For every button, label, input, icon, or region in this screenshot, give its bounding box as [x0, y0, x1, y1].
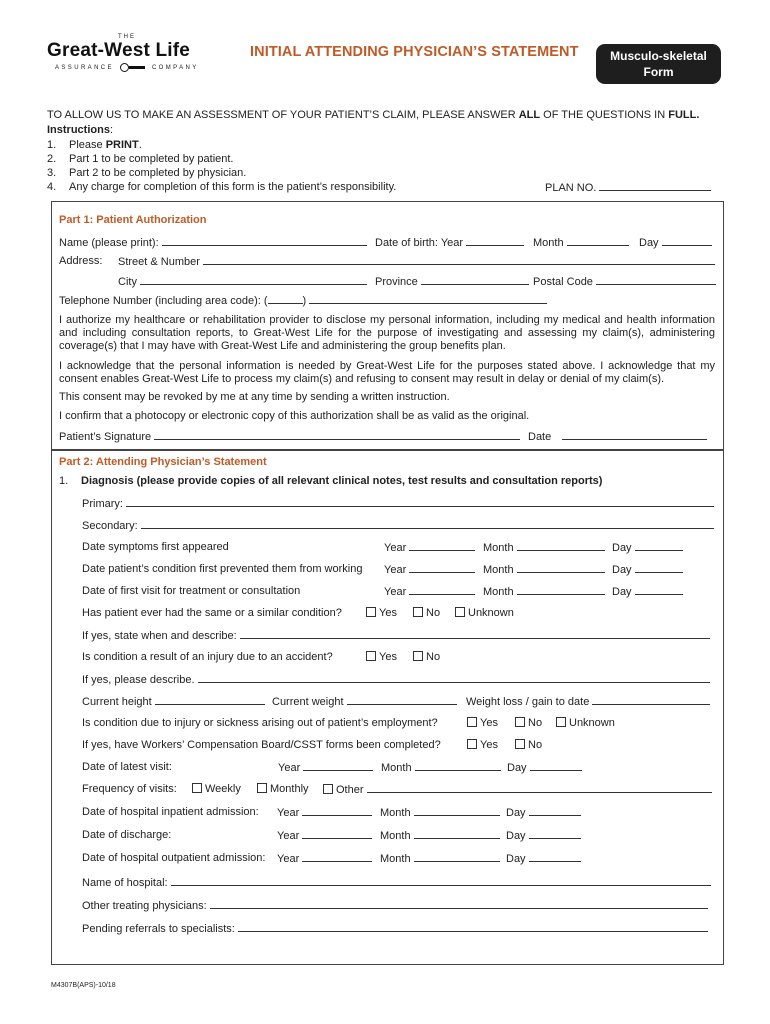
day-line[interactable] — [529, 851, 581, 862]
employment-yes-option[interactable] — [467, 716, 498, 730]
year-field[interactable] — [278, 760, 373, 775]
dob-day-field[interactable] — [639, 235, 712, 250]
employment-unknown-option[interactable] — [556, 716, 615, 730]
year-line[interactable] — [302, 851, 372, 862]
month-label: Month — [381, 762, 412, 774]
weight-loss-field[interactable] — [466, 694, 710, 709]
year-label: Year — [277, 853, 300, 865]
checkbox[interactable] — [323, 784, 333, 794]
hospital-line[interactable] — [171, 875, 711, 886]
yes-label: Yes — [379, 607, 397, 619]
name-line[interactable] — [162, 235, 367, 246]
intro-all: ALL — [518, 109, 541, 121]
weight-loss-label: Weight loss / gain to date — [466, 696, 590, 708]
prevented-label: Date patient’s condition first prevented them from working — [82, 563, 363, 575]
postal-label: Postal Code — [533, 276, 593, 288]
day-field[interactable] — [506, 828, 581, 843]
day-label: Day — [612, 586, 632, 598]
checkbox[interactable] — [467, 739, 477, 749]
item-text: Part 2 to be completed by physician. — [69, 167, 247, 179]
month-field[interactable] — [380, 805, 500, 820]
signature-date-label: Date — [528, 431, 552, 443]
intro-full: FULL. — [668, 109, 700, 121]
first-visit-label: Date of first visit for treatment or consultation — [82, 585, 301, 597]
symptoms-label: Date symptoms first appeared — [82, 541, 229, 553]
year-line[interactable] — [409, 584, 475, 595]
street-field[interactable] — [118, 254, 715, 269]
instructions-colon: : — [109, 124, 114, 136]
other-physicians-line[interactable] — [210, 898, 708, 909]
day-line[interactable] — [635, 562, 683, 573]
dob-month-label: Month — [533, 237, 564, 249]
month-field[interactable] — [483, 540, 605, 555]
signature-field[interactable] — [59, 429, 520, 444]
day-line[interactable] — [635, 584, 683, 595]
month-field[interactable] — [483, 584, 605, 599]
no-label: No — [426, 607, 441, 619]
month-line[interactable] — [414, 828, 500, 839]
year-label: Year — [384, 586, 407, 598]
logo-the: THE — [118, 34, 136, 40]
item-number: 3. — [47, 167, 57, 179]
month-label: Month — [483, 542, 514, 554]
no-label: No — [528, 739, 543, 751]
item-bold: PRINT — [105, 139, 139, 151]
other-physicians-label: Other treating physicians: — [82, 900, 207, 912]
wcb-no-option[interactable] — [515, 738, 542, 752]
name-label: Name (please print): — [59, 237, 159, 249]
month-line[interactable] — [415, 760, 501, 771]
month-label: Month — [380, 830, 411, 842]
street-line[interactable] — [203, 254, 715, 265]
year-field[interactable] — [277, 851, 372, 866]
if-yes-describe-line[interactable] — [240, 628, 710, 639]
form-title: INITIAL ATTENDING PHYSICIAN’S STATEMENT — [250, 44, 579, 60]
signature-label: Patient’s Signature — [59, 431, 152, 443]
month-field[interactable] — [380, 828, 500, 843]
key-icon — [120, 63, 146, 72]
year-label: Year — [277, 807, 300, 819]
day-label: Day — [507, 762, 527, 774]
revocation-paragraph: This consent may be revoked by me at any time by sending a written instruction. — [59, 391, 450, 403]
checkbox[interactable] — [455, 607, 465, 617]
checkbox[interactable] — [413, 651, 423, 661]
part2-title: Part 2: Attending Physician’s Statement — [59, 456, 267, 468]
instructions-heading — [47, 123, 113, 137]
other-line[interactable] — [367, 782, 712, 793]
wcb-label: If yes, have Workers’ Compensation Board/CSST forms been completed? — [82, 739, 441, 751]
intro-text-1: TO ALLOW US TO MAKE AN ASSESSMENT OF YOUR PATIENT’S CLAIM, PLEASE ANSWER — [47, 109, 519, 121]
badge-line2: Form — [643, 65, 674, 79]
yes-label: Yes — [379, 651, 397, 663]
weight-loss-line[interactable] — [592, 694, 710, 705]
month-field[interactable] — [380, 851, 500, 866]
other-label: Other — [336, 784, 364, 796]
year-label: Year — [384, 542, 407, 554]
employment-label: Is condition due to injury or sickness arising out of patient’s employment? — [82, 717, 438, 729]
dob-month-line[interactable] — [567, 235, 629, 246]
telephone-line[interactable] — [309, 293, 547, 304]
employment-no-option[interactable] — [515, 716, 542, 730]
day-label: Day — [506, 853, 526, 865]
checkbox[interactable] — [366, 607, 376, 617]
monthly-label: Monthly — [270, 783, 309, 795]
plan-number-field[interactable] — [545, 180, 711, 195]
referrals-field[interactable] — [82, 921, 708, 936]
month-line[interactable] — [414, 805, 500, 816]
injury-label: Is condition a result of an injury due to an accident? — [82, 651, 333, 663]
city-line[interactable] — [140, 274, 367, 285]
similar-yes-option[interactable] — [366, 606, 397, 620]
day-field[interactable] — [507, 760, 582, 775]
yes-label: Yes — [480, 739, 498, 751]
day-line[interactable] — [529, 805, 581, 816]
plan-number-label: PLAN NO. — [545, 182, 597, 194]
month-line[interactable] — [517, 584, 605, 595]
referrals-line[interactable] — [238, 921, 708, 932]
weight-field[interactable] — [272, 694, 457, 709]
year-field[interactable] — [277, 805, 372, 820]
diagnosis-label: Diagnosis (please provide copies of all relevant clinical notes, test results and consultation reports) — [81, 475, 603, 487]
monthly-option[interactable] — [257, 782, 309, 796]
day-line[interactable] — [529, 828, 581, 839]
instruction-item — [47, 152, 234, 166]
no-label: No — [528, 717, 543, 729]
year-line[interactable] — [409, 562, 475, 573]
badge-line1: Musculo-skeletal — [610, 49, 707, 63]
checkbox[interactable] — [467, 717, 477, 727]
day-label: Day — [612, 542, 632, 554]
year-line[interactable] — [302, 828, 372, 839]
logo-subtitle — [55, 63, 199, 72]
dob-year-line[interactable] — [466, 235, 524, 246]
similar-condition-label: Has patient ever had the same or a similar condition? — [82, 607, 342, 619]
discharge-label: Date of discharge: — [82, 829, 172, 841]
area-code-line[interactable] — [268, 293, 303, 304]
weight-line[interactable] — [347, 694, 457, 705]
inpatient-label: Date of hospital inpatient admission: — [82, 806, 259, 818]
day-label: Day — [612, 564, 632, 576]
month-label: Month — [380, 853, 411, 865]
latest-visit-label: Date of latest visit: — [82, 761, 172, 773]
street-label: Street & Number — [118, 256, 200, 268]
day-label: Day — [506, 830, 526, 842]
question-number: 1. — [59, 475, 69, 487]
similar-unknown-option[interactable] — [455, 606, 514, 620]
secondary-line[interactable] — [141, 518, 714, 529]
referrals-label: Pending referrals to specialists: — [82, 923, 235, 935]
year-field[interactable] — [384, 540, 475, 555]
instruction-item — [47, 138, 142, 152]
dob-year-label: Date of birth: Year — [375, 237, 464, 249]
day-field[interactable] — [506, 805, 581, 820]
logo-company-name: Great-West Life — [47, 40, 191, 61]
checkbox[interactable] — [257, 783, 267, 793]
year-line[interactable] — [409, 540, 475, 551]
primary-label: Primary: — [82, 498, 123, 510]
city-field[interactable] — [118, 274, 367, 289]
primary-field[interactable] — [82, 496, 714, 511]
if-yes-describe-label: If yes, state when and describe: — [82, 630, 237, 642]
postal-line[interactable] — [596, 274, 716, 285]
month-line[interactable] — [517, 562, 605, 573]
primary-line[interactable] — [126, 496, 714, 507]
checkbox[interactable] — [413, 607, 423, 617]
month-line[interactable] — [414, 851, 500, 862]
day-field[interactable] — [612, 584, 683, 599]
weekly-option[interactable] — [192, 782, 241, 796]
checkbox[interactable] — [515, 739, 525, 749]
day-line[interactable] — [635, 540, 683, 551]
other-option[interactable] — [323, 782, 712, 797]
year-field[interactable] — [384, 562, 475, 577]
dob-month-field[interactable] — [533, 235, 629, 250]
if-yes-describe-field[interactable] — [82, 628, 710, 643]
telephone-close: ) — [302, 295, 307, 307]
year-line[interactable] — [303, 760, 373, 771]
checkbox[interactable] — [192, 783, 202, 793]
other-physicians-field[interactable] — [82, 898, 708, 913]
checkbox[interactable] — [366, 651, 376, 661]
day-field[interactable] — [506, 851, 581, 866]
day-field[interactable] — [612, 540, 683, 555]
checkbox[interactable] — [556, 717, 566, 727]
item-number: 4. — [47, 181, 57, 193]
diagnosis-question — [59, 474, 602, 488]
item-text: Please — [69, 139, 106, 151]
injury-yes-option[interactable] — [366, 650, 397, 664]
signature-date-line[interactable] — [562, 429, 707, 440]
month-label: Month — [380, 807, 411, 819]
day-line[interactable] — [530, 760, 582, 771]
dob-day-label: Day — [639, 237, 659, 249]
year-field[interactable] — [277, 828, 372, 843]
item-text: Any charge for completion of this form is the patient’s responsibility. — [69, 181, 397, 193]
yes-label: Yes — [480, 717, 498, 729]
logo-company: COMPANY — [151, 64, 199, 71]
authorization-paragraph: I authorize my healthcare or rehabilitation provider to disclose my personal information, including my medical and health information and including consultation reports, to Great-West Life for the purpose of investigating and assessing my claim(s), administering coverage(s) that I may have with Great-West Life and administering the group benefits plan. — [59, 314, 715, 352]
outpatient-label: Date of hospital outpatient admission: — [82, 852, 266, 864]
year-label: Year — [384, 564, 407, 576]
signature-date-field[interactable] — [528, 429, 707, 444]
year-label: Year — [278, 762, 301, 774]
year-label: Year — [277, 830, 300, 842]
weekly-label: Weekly — [205, 783, 241, 795]
similar-no-option[interactable] — [413, 606, 440, 620]
hospital-label: Name of hospital: — [82, 877, 168, 889]
telephone-label: Telephone Number (including area code): ( — [59, 295, 268, 307]
part1-title: Part 1: Patient Authorization — [59, 214, 207, 226]
item-end: . — [138, 139, 142, 151]
logo-assurance: ASSURANCE — [55, 64, 114, 71]
postal-field[interactable] — [533, 274, 716, 289]
height-field[interactable] — [82, 694, 265, 709]
dob-day-line[interactable] — [662, 235, 712, 246]
year-line[interactable] — [302, 805, 372, 816]
item-number: 2. — [47, 153, 57, 165]
height-label: Current height — [82, 696, 152, 708]
if-yes-please-field[interactable] — [82, 672, 710, 687]
height-line[interactable] — [155, 694, 265, 705]
month-field[interactable] — [381, 760, 501, 775]
month-label: Month — [483, 564, 514, 576]
hospital-field[interactable] — [82, 875, 711, 890]
secondary-label: Secondary: — [82, 520, 138, 532]
unknown-label: Unknown — [468, 607, 514, 619]
instruction-item — [47, 180, 396, 194]
copy-validity-paragraph: I confirm that a photocopy or electronic copy of this authorization shall be as valid as the original. — [59, 410, 530, 422]
month-label: Month — [483, 586, 514, 598]
month-field[interactable] — [483, 562, 605, 577]
day-label: Day — [506, 807, 526, 819]
no-label: No — [426, 651, 441, 663]
year-field[interactable] — [384, 584, 475, 599]
item-number: 1. — [47, 139, 57, 151]
frequency-label: Frequency of visits: — [82, 783, 177, 795]
instructions-label: Instructions — [47, 124, 110, 136]
dob-field[interactable] — [375, 235, 524, 250]
telephone-field[interactable] — [59, 293, 547, 308]
wcb-yes-option[interactable] — [467, 738, 498, 752]
day-field[interactable] — [612, 562, 683, 577]
form-code: M4307B(APS)-10/18 — [51, 982, 116, 989]
weight-label: Current weight — [272, 696, 344, 708]
signature-line[interactable] — [154, 429, 520, 440]
province-label: Province — [375, 276, 418, 288]
if-yes-please-label: If yes, please describe. — [82, 674, 195, 686]
injury-no-option[interactable] — [413, 650, 440, 664]
instruction-item — [47, 166, 246, 180]
form-type-badge — [596, 44, 721, 84]
province-line[interactable] — [421, 274, 529, 285]
item-text: Part 1 to be completed by patient. — [69, 153, 234, 165]
unknown-label: Unknown — [569, 717, 615, 729]
checkbox[interactable] — [515, 717, 525, 727]
month-line[interactable] — [517, 540, 605, 551]
intro-text-2: OF THE QUESTIONS IN — [540, 109, 669, 121]
acknowledgement-paragraph: I acknowledge that the personal information is needed by Great-West Life for the purposes stated above. I acknowledge that my consent enables Great-West Life to process my claim(s) and refusing to consent may result in delay or denial of my claim(s). — [59, 360, 715, 385]
plan-number-line[interactable] — [599, 180, 711, 191]
city-label: City — [118, 276, 137, 288]
name-field[interactable] — [59, 235, 367, 250]
if-yes-please-line[interactable] — [198, 672, 710, 683]
province-field[interactable] — [375, 274, 529, 289]
secondary-field[interactable] — [82, 518, 714, 533]
address-label: Address: — [59, 255, 103, 267]
intro-statement — [47, 108, 699, 122]
